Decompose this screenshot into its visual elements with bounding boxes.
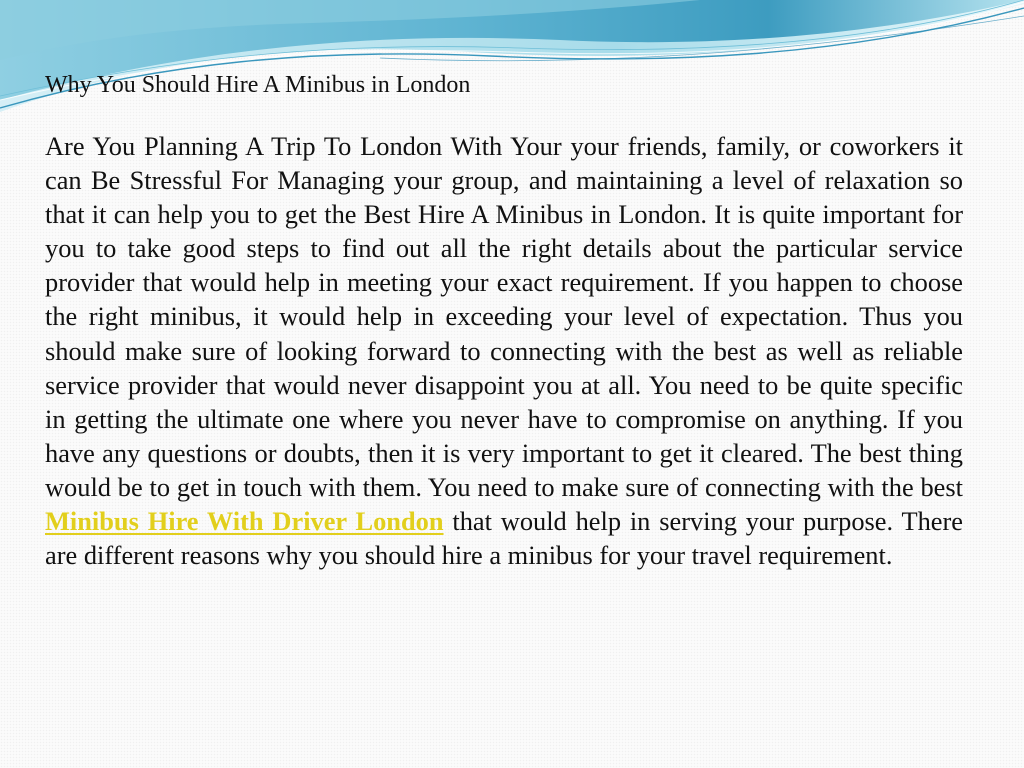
paragraph-text-before-link: Are You Planning A Trip To London With Your your friends, family, or coworkers it can Be Stressful For Managing your group, and maintaining a level of relaxation so that it can help you to get the Best Hire A Minibus in London. It is quite important for you to take good steps to find out all the right details about the particular service provider that would help in meeting your exact requirement. If you happen to choose the right minibus, it would help in exceeding your level of expectation. Thus you should make sure of looking forward to connecting with the best as well as reliable service provider that would never disappoint you at all. You need to be quite specific in getting the ultimate one where you never have to compromise on anything. If you have any questions or doubts, then it is very important to get it cleared. The best thing would be to get in touch with them. You need to make sure of connecting with the best xyxy=(45,131,963,502)
slide-content xyxy=(45,68,963,572)
slide-title: Why You Should Hire A Minibus in London xyxy=(45,72,471,98)
slide-paragraph xyxy=(45,129,963,572)
minibus-hire-link[interactable]: Minibus Hire With Driver London xyxy=(45,506,444,537)
paragraph-text-after-link: that would help in serving your purpose. There are different reasons why you should hire a minibus for your travel requirement. xyxy=(45,506,963,571)
